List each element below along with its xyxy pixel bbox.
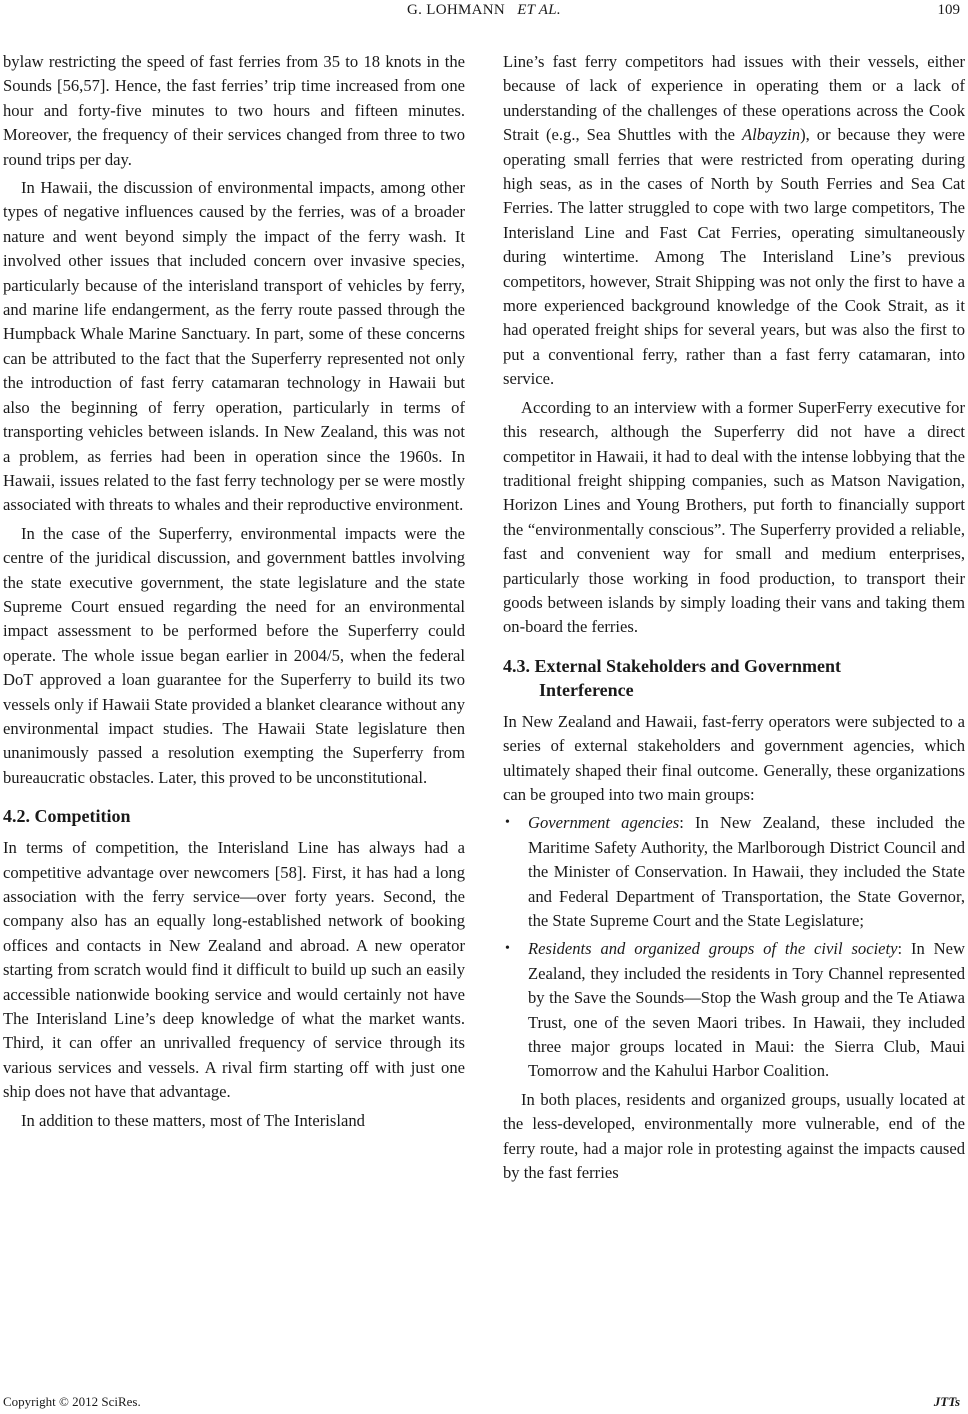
list-text: : In New Zealand, they included the residents in Tory Channel represented by the Save the Sounds—Stop the Wash group and the Te Atiawa Trust, one of the seven Maori tribes. In Hawaii, they included three major groups located in Maui: the Sierra Club, Maui Tomorrow and the Kahului Harbor Coalition. bbox=[528, 939, 966, 1081]
bullet-list bbox=[503, 811, 965, 1083]
section-heading-stakeholders bbox=[503, 654, 965, 702]
running-title bbox=[0, 2, 968, 19]
paragraph: In Hawaii, the discussion of environmental impacts, among other types of negative influences caused by the ferries, was of a broader nature and went beyond simply the impact of the ferry wash. It involved other issues that included concern over invasive species, particularly because of the interisland transport of vehicles by ferry, and marine life endangerment, as the ferry route passed through the Humpback Whale Marine Sanctuary. In part, some of these concerns can be attributed to the fact that the Superferry represented not only the introduction of fast ferry catamaran technology in Hawaii but also the beginning of ferry operation, particularly in terms of transporting vehicles between islands. In New Zealand, this was not a problem, as ferries had been in operation since the 1960s. In Hawaii, issues related to the fast ferry technology per se were mostly associated with threats to whales and their reproductive environment. bbox=[3, 178, 465, 515]
running-title-etal: ET AL. bbox=[517, 2, 561, 18]
section-heading-competition: 4.2. Competition bbox=[3, 806, 131, 827]
bullet-icon: • bbox=[505, 815, 510, 831]
journal-abbreviation: JTTs bbox=[933, 1394, 960, 1409]
paragraph: In terms of competition, the Interisland Line has always had a competitive advantage over newcomers [58]. First, it has had a long association with the ferry service—over forty years. Second, the company also has an equally long-established network of booking offices and contacts in New Zealand and abroad. A new operator starting from scratch would find it difficult to build up such an easily accessible nationwide booking service and would certainly not have The Interisland Line’s deep knowledge of what the market wants. Third, it can offer an unrivalled frequency of service through its various services and vessels. A rival firm starting off with just one ship does not have that advantage. bbox=[3, 838, 465, 1102]
paragraph: bylaw restricting the speed of fast ferries from 35 to 18 knots in the Sounds [56,57]. Hence, the fast ferries’ trip time increased from one hour and forty-five minutes to two hours and fifteen minutes. Moreover, the frequency of their services changed from three to two round trips per day. bbox=[3, 52, 465, 169]
list-item bbox=[503, 811, 965, 933]
list-text: : In New Zealand, these included the Maritime Safety Authority, the Marlborough District Council and the Minister of Conservation. In Hawaii, they included the State and Federal Department of Transportation, the State Governor, the State Supreme Court and the State Legislature; bbox=[528, 813, 965, 930]
bullet-icon: • bbox=[505, 941, 510, 957]
paragraph: In New Zealand and Hawaii, fast-ferry operators were subjected to a series of external stakeholders and government agencies, which ultimately shaped their final outcome. Generally, these organizations can be grouped into two main groups: bbox=[503, 711, 965, 804]
heading-line: Interference bbox=[539, 679, 634, 700]
paragraph: According to an interview with a former SuperFerry executive for this research, although the Superferry did not have a direct competitor in Hawaii, it had to deal with the intense lobbying that the traditional freight shipping companies, such as Matson Navigation, Horizon Lines and Young Brothers, put forth to financially support the “environmentally conscious”. The Superferry provided a reliable, fast and convenient way for small and medium enterprises, particularly those working in food production, to transport their goods between islands by simply loading their vans and taking them on-board the ferries. bbox=[503, 397, 965, 637]
running-header bbox=[0, 0, 968, 30]
paragraph: In addition to these matters, most of The Interisland bbox=[21, 1110, 365, 1130]
page-number: 109 bbox=[937, 2, 960, 18]
list-item bbox=[503, 937, 965, 1083]
left-column bbox=[3, 50, 465, 1137]
paragraph: In both places, residents and organized groups, usually located at the less-developed, environmentally more vulnerable, end of the ferry route, had a major role in protesting against the impacts caused by the fast ferries bbox=[503, 1089, 965, 1183]
paragraph bbox=[503, 50, 965, 392]
running-title-authors: G. LOHMANN bbox=[407, 2, 506, 18]
text-run: ), or because they were operating small ferries that were restricted from operating during high seas, as in the cases of North by South Ferries and Sea Cat Ferries. The latter struggled to cope with two large competitors, The Interisland Line and Fast Cat Ferries, operating simultaneously during wintertime. Among The Interisland Line’s previous competitors, however, Strait Shipping was not only the first to have a more experienced background knowledge of the Cook Strait, as it had operated freight ships for several years, but was also the first to put a conventional ferry, rather than a fast ferry catamaran, into service. bbox=[503, 125, 965, 389]
list-term: Government agencies bbox=[528, 813, 680, 833]
paragraph: In the case of the Superferry, environmental impacts were the centre of the juridical discussion, and government battles involving the state executive government, the state legislature and the state Supreme Court ensued regarding the need for an environmental impact assessment to be performed before the Superferry could operate. The whole issue began earlier in 2004/5, when the federal DoT approved a loan guarantee for the Superferry to build its two vessels only if Hawaii State provided a blanket clearance without any environmental impact studies. The Hawaii State legislature then unanimously passed a resolution exempting the Superferry from bureaucratic obstacles. Later, this proved to be unconstitutional. bbox=[3, 523, 465, 787]
copyright-notice: Copyright © 2012 SciRes. bbox=[3, 1394, 141, 1409]
text-run: Line’s fast ferry competitors had issues with their vessels, either because of lack of experience in operating them or a lack of understanding of the challenges of these operations across the Cook Strait (e.g., Sea Shuttles with the bbox=[503, 52, 965, 145]
page-footer bbox=[0, 1394, 968, 1414]
vessel-name: Albayzin bbox=[741, 125, 801, 145]
list-term: Residents and organized groups of the civil society bbox=[528, 939, 898, 959]
right-column bbox=[503, 50, 965, 1189]
heading-line: 4.3. External Stakeholders and Government bbox=[503, 655, 842, 676]
